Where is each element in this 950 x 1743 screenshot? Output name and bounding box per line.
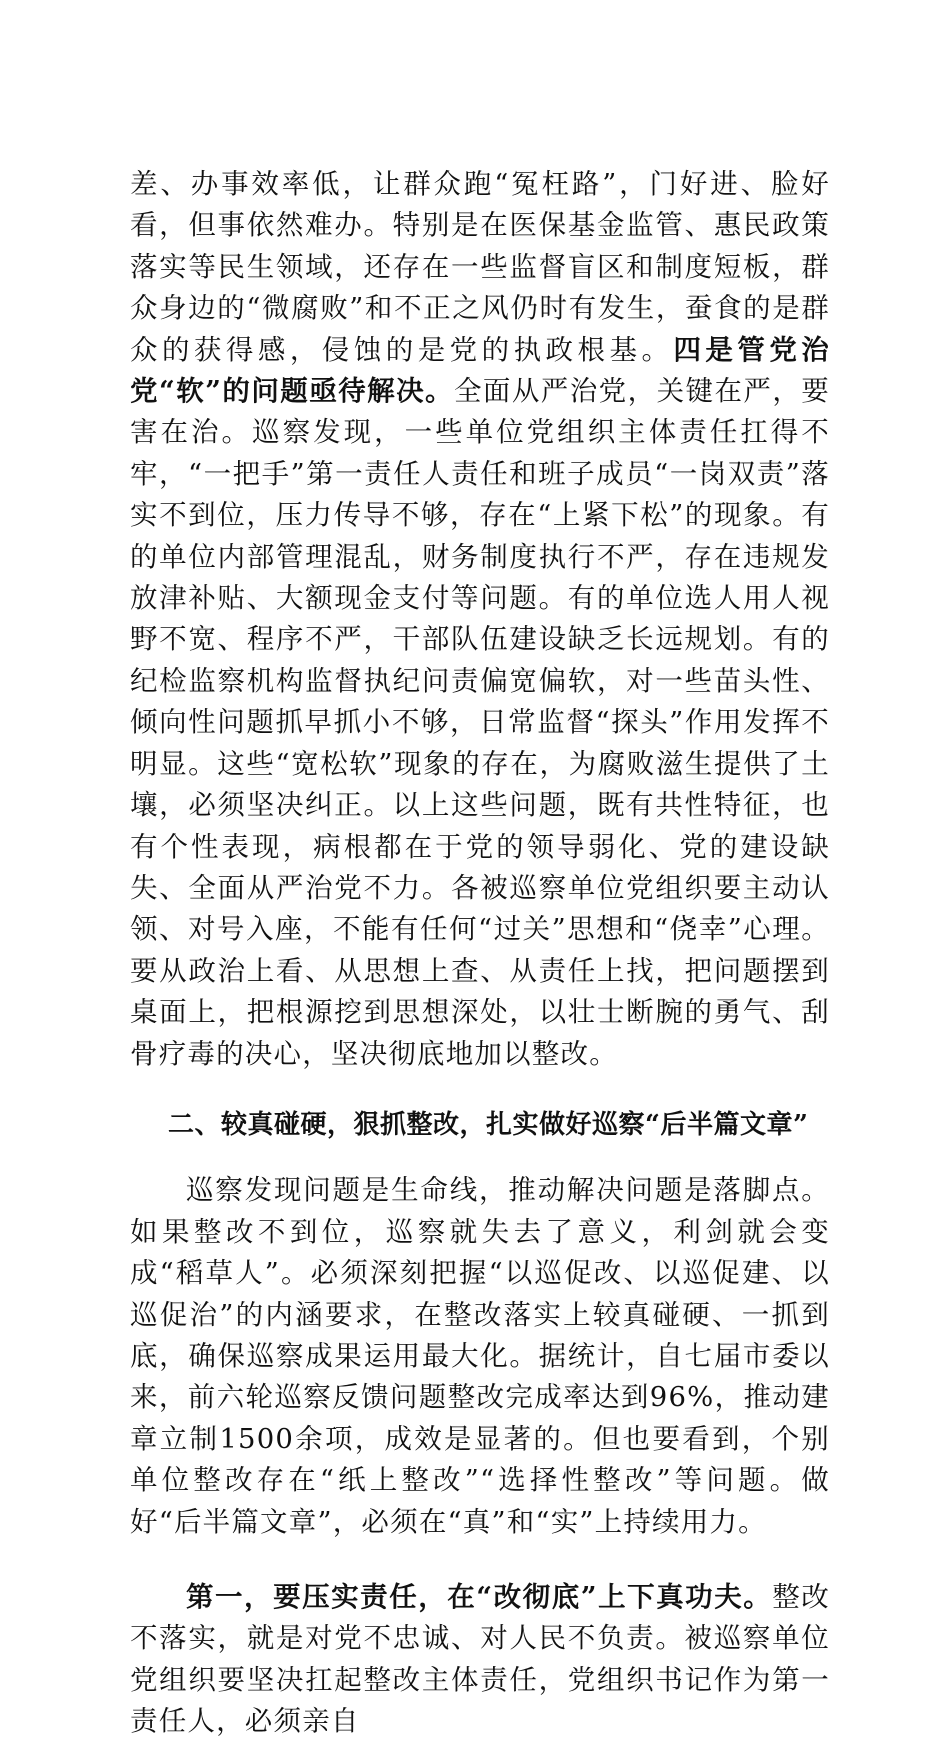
body-paragraph-responsibility: [130, 1577, 830, 1743]
bold-subheading: 第一，要压实责任，在“改彻底”上下真功夫。: [186, 1581, 773, 1613]
body-paragraph-rectification: 巡察发现问题是生命线，推动解决问题是落脚点。如果整改不到位，巡察就失去了意义，利剑就会变成“稻草人”。必须深刻把握“以巡促改、以巡促建、以巡促治”的内涵要求，在整改落实上较真碰硬、一抓到底，确保巡察成果运用最大化。据统计，自七届市委以来，前六轮巡察反馈问题整改完成率达到96%，推动建章立制1500余项，成效是显著的。但也要看到，个别单位整改存在“纸上整改”“选择性整改”等问题。做好“后半篇文章”，必须在“真”和“实”上持续用力。: [130, 1174, 830, 1538]
bold-subheading: 四是管党治党“软”的问题亟待解决。: [130, 333, 831, 408]
section-heading: 二、较真碰硬，狠抓整改，扎实做好巡察“后半篇文章”: [168, 1109, 809, 1140]
paragraph-text: 差、办事效率低，让群众跑“冤枉路”，门好进、脸好看，但事依然难办。特别是在医保基金监管、惠民政策落实等民生领域，还存在一些监督盲区和制度短板，群众身边的“微腐败”和不正之风仍时有发生，蚕食的是群众的获得感，侵蚀的是党的执政根基。: [130, 168, 830, 366]
paragraph-text: 整改不落实，就是对党不忠诚、对人民不负责。被巡察单位党组织要坚决扛起整改主体责任，党组织书记作为第一责任人，必须亲自: [130, 1581, 830, 1738]
document-page: [130, 164, 830, 1743]
paragraph-text: 全面从严治党，关键在严，要害在治。巡察发现，一些单位党组织主体责任扛得不牢，“一把手”第一责任人责任和班子成员“一岗双责”落实不到位，压力传导不够，存在“上紧下松”的现象。有的单位内部管理混乱，财务制度执行不严，存在违规发放津补贴、大额现金支付等问题。有的单位选人用人视野不宽、程序不严，干部队伍建设缺乏长远规划。有的纪检监察机构监督执纪问责偏宽偏软，对一些苗头性、倾向性问题抓早抓小不够，日常监督“探头”作用发挥不明显。这些“宽松软”现象的存在，为腐败滋生提供了土壤，必须坚决纠正。以上这些问题，既有共性特征，也有个性表现，病根都在于党的领导弱化、党的建设缺失、全面从严治党不力。各被巡察单位党组织要主动认领、对号入座，不能有任何“过关”思想和“侥幸”心理。要从政治上看、从思想上查、从责任上找，把问题摆到桌面上，把根源挖到思想深处，以壮士断腕的勇气、刮骨疗毒的决心，坚决彻底地加以整改。: [130, 375, 830, 1070]
body-paragraph-problems: [130, 164, 830, 1075]
